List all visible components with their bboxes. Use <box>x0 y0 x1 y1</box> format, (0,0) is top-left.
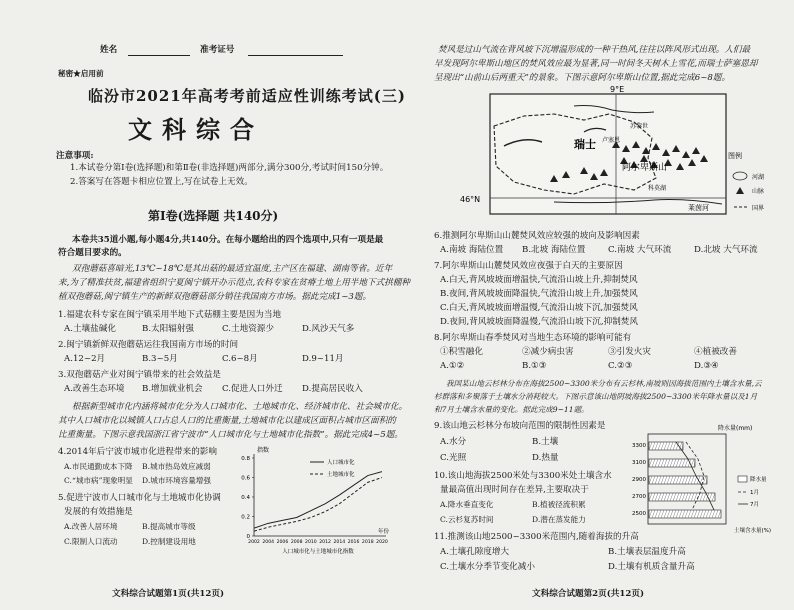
soil-moisture-chart <box>626 420 790 540</box>
x-tick-label: 2014 <box>333 540 346 545</box>
option-c[interactable]: C.南坡 大气环流 <box>608 245 672 255</box>
map-city-label: 卢塞恩 <box>602 137 621 144</box>
name-blank <box>128 55 190 56</box>
series-line <box>254 478 382 532</box>
page-footer: 文科综合试题第2页(共12页) <box>532 589 645 599</box>
legend-mountain-icon <box>736 187 744 194</box>
option-d[interactable]: D.控制建设用地 <box>142 537 196 546</box>
x-tick-label: 2004 <box>262 540 275 545</box>
urbanization-line-chart <box>232 444 392 556</box>
page-footer: 文科综合试题第1页(共12页) <box>112 589 225 599</box>
x-tick-label: 2016 <box>347 540 360 545</box>
option-b[interactable]: B.植被径流积累 <box>532 500 586 509</box>
subject-title: 文科综合 <box>128 115 264 144</box>
y-tick-label: 0 <box>246 534 250 540</box>
question-stem: 1.福建农科专家在闽宁镇采用半地下式菇棚主要是因为当地 <box>58 310 282 320</box>
question-stem: 11.推测该山地2500~3300米范围内,随着海拔的升高 <box>434 532 639 542</box>
passage-line: 来,为了精准扶贫,福建省组织宁夏闽宁镇开办示范点,农科专家在贫瘠土地上用半地下式拱棚种 <box>58 278 410 288</box>
option-d[interactable]: D.潜在蒸发能力 <box>532 515 586 524</box>
option-a[interactable]: A.水分 <box>440 437 467 447</box>
question-stem: 10.该山地海拔2500米处与3300米处土壤含水 <box>434 471 612 481</box>
map-legend-label: 河湖 <box>752 174 765 181</box>
bar-group <box>632 442 721 518</box>
notice-item: 1.本试卷分第Ⅰ卷(选择题)和第Ⅱ卷(非选择题)两部分,满分300分,考试时间150分钟。 <box>70 163 389 173</box>
option-b[interactable]: B.3~5月 <box>142 354 178 364</box>
passage-line: 焚风是过山气流在背风坡下沉增温形成的一种干热风,往往以阵风形式出现。人们最 <box>438 45 751 55</box>
option-a[interactable]: A.改善生态环境 <box>64 384 125 394</box>
option-a[interactable]: A.降水垂直变化 <box>440 500 494 509</box>
exam-no-label: 准考证号 <box>200 45 235 55</box>
question-stem: 6.推测阿尔卑斯山山麓焚风效应较强的坡向及影响因素 <box>434 231 640 241</box>
bar <box>649 510 721 518</box>
legend-label: 1月 <box>750 490 759 496</box>
question-stem-cont: 量最高值出现时间存在差异,主要取决于 <box>440 485 589 495</box>
map-country-label: 瑞士 <box>574 138 596 151</box>
x-tick-label: 2006 <box>276 540 289 545</box>
option-c[interactable]: C.②③ <box>608 361 633 371</box>
series-line <box>254 472 382 529</box>
section-intro: 符合题目要求的。 <box>58 248 127 258</box>
question-stem: 8.阿尔卑斯山春季焚风对当地生态环境的影响可能有 <box>434 333 632 343</box>
option-b[interactable]: B.土壤 <box>532 437 559 447</box>
passage-line: 杉群落和多聚落于土壤水分消耗较大。下图示意该山地阴坡海拔2500~3300米年降水量以及1月 <box>434 392 758 401</box>
exam-title: 临汾市2021年高考考前适应性训练考试(三) <box>88 87 406 105</box>
question-stem-cont: 发展的有效措施是 <box>64 507 133 517</box>
option-c[interactable]: C.土壤水分季节变化减小 <box>440 562 535 572</box>
option-c[interactable]: C.白天,背风坡坡面增温慢,气流沿山坡下沉,加强焚风 <box>440 303 638 313</box>
option-b[interactable]: B.夜间,背风坡坡面降温快,气流沿山坡上升,加强焚风 <box>440 289 638 299</box>
passage-line: 我国某山地云杉林分布在海拔2500~3300米分布有云杉林,南坡则因海拔范围内土壤含水量,云 <box>446 379 762 388</box>
question-stem: 2.闽宁镇新鲜双孢蘑菇运往我国南方市场的时间 <box>58 340 239 350</box>
bar-y-label: 2700 <box>632 494 646 500</box>
alps-map-figure <box>434 86 794 226</box>
section-title: 第Ⅰ卷(选择题 共140分) <box>148 209 279 223</box>
question-stem: 9.该山地云杉林分布坡向范围的限制性因素是 <box>434 421 606 431</box>
notice-item: 2.答案写在答题卡相应位置上,写在试卷上无效。 <box>70 177 253 187</box>
bar-chart-side-label: 土壤含水量(%) <box>734 528 772 534</box>
option-b[interactable]: B.增加就业机会 <box>142 384 203 394</box>
passage-line: 早发现阿尔卑斯山地区的焚风效应最为显著,同一时间冬天树木上雪花,而瑞士萨塞恩却 <box>434 59 758 69</box>
y-tick-label: 0.6 <box>241 475 250 482</box>
x-tick-label: 2002 <box>248 540 260 545</box>
secret-label: 秘密★启用前 <box>58 69 104 78</box>
passage-line: 其中人口城市化以城镇人口占总人口的比重衡量,土地城市化以建成区面积占城市区面积的 <box>58 416 396 426</box>
y-tick-label: 0.4 <box>241 495 250 501</box>
passage-line: 呈现出“山前山后两重天”的景象。下图示意阿尔卑斯山位置,据此完成6~8题。 <box>434 73 731 83</box>
option-d[interactable]: D.北坡 大气环流 <box>694 245 758 255</box>
map-legend-title: 图例 <box>728 152 742 160</box>
map-legend-label: 山脉 <box>752 188 765 195</box>
bar-y-label: 2500 <box>632 511 646 517</box>
option-d[interactable]: D.提高居民收入 <box>302 384 363 394</box>
option-a[interactable]: A.①② <box>440 361 465 371</box>
x-tick-label: 2020 <box>376 540 388 545</box>
option-b[interactable]: B.土壤表层温度升高 <box>608 547 686 557</box>
passage-line: 根据新型城市化内涵将城市化分为人口城市化、土地城市化、经济城市化、社会城市化。 <box>72 402 408 412</box>
map-lon-label: 9°E <box>610 86 625 94</box>
option-a[interactable]: A.12~2月 <box>64 354 106 364</box>
y-tick-label: 0.8 <box>241 456 250 462</box>
option-a[interactable]: A.土壤孔隙度增大 <box>440 547 510 557</box>
option-c[interactable]: C.6~8月 <box>222 354 258 364</box>
notice-heading: 注意事项: <box>56 151 94 161</box>
passage-line: 和7月土壤含水量的变化。据此完成9~11题。 <box>434 405 589 414</box>
option-d[interactable]: D.土壤有机质含量升高 <box>608 562 695 572</box>
option-b[interactable]: B.①③ <box>522 361 547 371</box>
option-c[interactable]: C.土地资源少 <box>222 324 274 334</box>
option-a[interactable]: A.南坡 海陆位置 <box>440 245 504 255</box>
x-axis-label: 年份 <box>378 529 390 535</box>
option-b[interactable]: B.太阳辐射强 <box>142 324 195 334</box>
option-c[interactable]: C.云杉复苏时间 <box>440 515 494 524</box>
option-b[interactable]: B.提高城市等级 <box>142 522 196 531</box>
statement: ④植被改善 <box>694 347 737 357</box>
alps-map <box>434 86 794 226</box>
legend-lake-icon <box>733 172 747 180</box>
map-city-label: 苏黎世 <box>630 123 649 130</box>
option-c[interactable]: C.“城市病”现象明显 <box>64 476 133 485</box>
x-tick-label: 2018 <box>361 540 374 545</box>
option-b[interactable]: B.北坡 海陆位置 <box>522 245 586 255</box>
option-b[interactable]: B.城市热岛效应减弱 <box>142 462 211 471</box>
option-d[interactable]: D.9~11月 <box>302 354 344 364</box>
passage-line: 双孢蘑菇喜暗光,13℃~18℃是其出菇的最适宜温度,主产区在福建、湖南等省。近年 <box>72 264 393 274</box>
name-label: 姓名 <box>100 45 118 55</box>
statement: ③引发火灾 <box>608 347 651 357</box>
option-a[interactable]: A.改善人居环境 <box>64 522 118 531</box>
map-lake-label: 科莫湖 <box>648 185 667 192</box>
question-stem: 7.阿尔卑斯山山麓焚风效应夜强于白天的主要原因 <box>434 261 623 271</box>
option-c[interactable]: C.促进人口外迁 <box>222 384 283 394</box>
legend-label: 降水量 <box>750 477 767 483</box>
question-stem: 3.双孢蘑菇产业对闽宁镇带来的社会效益是 <box>58 370 221 380</box>
bar <box>649 442 683 450</box>
map-frame <box>490 94 726 214</box>
option-d[interactable]: D.城市环境容量增强 <box>142 476 211 485</box>
option-a[interactable]: A.白天,背风坡坡面增温快,气流沿山坡上升,抑制焚风 <box>440 275 638 285</box>
legend-label: 人口城市化 <box>327 460 355 466</box>
right-page <box>404 0 792 610</box>
bar-chart-legend <box>738 475 767 508</box>
bar-y-label: 3300 <box>632 443 646 449</box>
x-tick-label: 2010 <box>305 540 317 545</box>
exam-no-blank <box>248 55 343 56</box>
map-legend-label: 国界 <box>752 205 765 212</box>
bar-y-label: 2900 <box>632 477 646 483</box>
option-d[interactable]: D.热量 <box>532 453 559 463</box>
bar <box>649 493 715 501</box>
bar-y-label: 3100 <box>632 460 646 466</box>
legend-swatch <box>738 476 747 482</box>
bar <box>649 459 695 467</box>
passage-line: 比重衡量。下图示意我国浙江省宁波市“人口城市化与土地城市化指数”。据此完成4~5题。 <box>58 430 403 440</box>
bar-chart-top-label: 降水量(mm) <box>718 425 753 432</box>
question-stem: 5.促进宁波市人口城市化与土地城市化协调 <box>58 493 221 503</box>
y-axis-label: 指数 <box>257 447 270 454</box>
legend-label: 7月 <box>750 502 759 508</box>
option-d[interactable]: D.夜间,背风坡坡面降温慢,气流沿山坡下沉,抑制焚风 <box>440 317 638 327</box>
statement: ①积雪融化 <box>440 347 483 357</box>
x-tick-label: 2008 <box>290 540 303 545</box>
y-tick-label: 0.2 <box>241 514 250 521</box>
map-lat-label: 46°N <box>460 195 481 204</box>
option-a[interactable]: A.市民通勤成本下降 <box>64 462 133 471</box>
option-c[interactable]: C.光照 <box>440 453 467 463</box>
passage-line: 植双孢蘑菇,闽宁镇生产的新鲜双孢蘑菇部分销往我国南方市场。据此完成1~3题。 <box>58 292 372 302</box>
option-c[interactable]: C.限制人口流动 <box>64 537 118 546</box>
section-intro: 本卷共35道小题,每小题4分,共140分。在每小题给出的四个选项中,只有一项是最 <box>72 235 384 245</box>
option-d[interactable]: D.风沙天气多 <box>302 324 355 334</box>
option-d[interactable]: D.③④ <box>694 361 719 371</box>
chart-caption: 人口城市化与土地城市化指数 <box>282 549 354 555</box>
map-range-label: 阿尔卑斯山 <box>622 163 668 173</box>
legend-label: 土地城市化 <box>327 472 355 478</box>
x-tick-label: 2012 <box>319 540 331 545</box>
map-river-label: 莱茵河 <box>688 204 709 212</box>
option-a[interactable]: A.土壤盐碱化 <box>64 324 116 334</box>
question-stem: 4.2014年后宁波市城市化进程带来的影响 <box>58 447 217 457</box>
statement: ②减少病虫害 <box>522 347 574 357</box>
